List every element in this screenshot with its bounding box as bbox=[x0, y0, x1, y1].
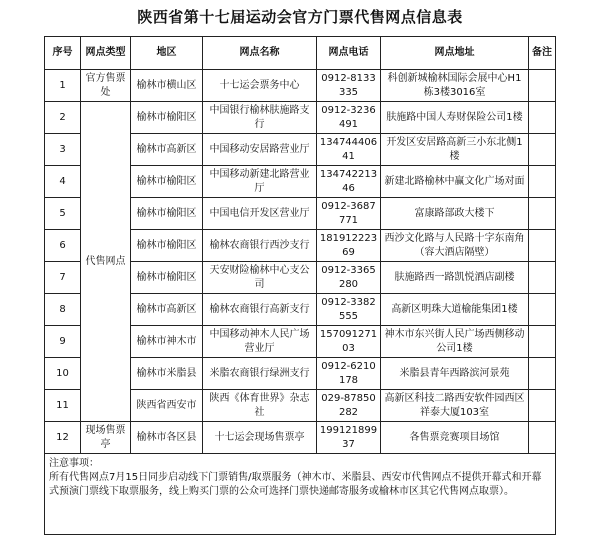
cell-name: 榆林农商银行西沙支行 bbox=[203, 230, 317, 262]
cell-remark bbox=[529, 70, 556, 102]
cell-type-official: 官方售票处 bbox=[81, 70, 131, 102]
cell-phone: 13474221346 bbox=[317, 166, 381, 198]
cell-seq: 11 bbox=[45, 390, 81, 422]
cell-phone: 0912-3365280 bbox=[317, 262, 381, 294]
cell-type-onsite: 现场售票亭 bbox=[81, 422, 131, 454]
cell-seq: 12 bbox=[45, 422, 81, 454]
header-remark: 备注 bbox=[529, 37, 556, 70]
cell-phone: 0912-3687771 bbox=[317, 198, 381, 230]
cell-address: 富康路部政大楼下 bbox=[381, 198, 529, 230]
cell-address: 肤施路西一路凯悦酒店副楼 bbox=[381, 262, 529, 294]
header-phone: 网点电话 bbox=[317, 37, 381, 70]
cell-area: 榆林市榆阳区 bbox=[131, 262, 203, 294]
notes-cell bbox=[45, 454, 556, 535]
table-row bbox=[45, 102, 556, 134]
page-title: 陕西省第十七届运动会官方门票代售网点信息表 bbox=[137, 8, 463, 26]
cell-address: 高新区科技二路西安软件园西区祥泰大厦103室 bbox=[381, 390, 529, 422]
cell-name: 中国移动安居路营业厅 bbox=[203, 134, 317, 166]
cell-area: 榆林市榆阳区 bbox=[131, 230, 203, 262]
cell-name: 天安财险榆林中心支公司 bbox=[203, 262, 317, 294]
header-seq: 序号 bbox=[45, 37, 81, 70]
cell-phone: 13474440641 bbox=[317, 134, 381, 166]
table-row bbox=[45, 70, 556, 102]
cell-address: 各售票竞赛项目场馆 bbox=[381, 422, 529, 454]
cell-address: 新建北路榆林中赢文化广场对面 bbox=[381, 166, 529, 198]
cell-name: 十七运会票务中心 bbox=[203, 70, 317, 102]
cell-address: 西沙文化路与人民路十字东南角（容大酒店隔壁） bbox=[381, 230, 529, 262]
cell-area: 榆林市各区县 bbox=[131, 422, 203, 454]
cell-remark bbox=[529, 326, 556, 358]
cell-seq: 9 bbox=[45, 326, 81, 358]
cell-name: 榆林农商银行高新支行 bbox=[203, 294, 317, 326]
table-row bbox=[45, 422, 556, 454]
cell-remark bbox=[529, 262, 556, 294]
header-area: 地区 bbox=[131, 37, 203, 70]
cell-address: 开发区安居路高新三小东北侧1楼 bbox=[381, 134, 529, 166]
cell-phone: 0912-3382555 bbox=[317, 294, 381, 326]
cell-name: 陕西《体育世界》杂志社 bbox=[203, 390, 317, 422]
cell-remark bbox=[529, 390, 556, 422]
cell-remark bbox=[529, 198, 556, 230]
cell-area: 榆林市榆阳区 bbox=[131, 102, 203, 134]
cell-name: 米脂农商银行绿洲支行 bbox=[203, 358, 317, 390]
cell-area: 榆林市榆阳区 bbox=[131, 166, 203, 198]
cell-name: 中国电信开发区营业厅 bbox=[203, 198, 317, 230]
cell-area: 陕西省西安市 bbox=[131, 390, 203, 422]
header-row bbox=[45, 37, 556, 70]
cell-address: 米脂县青年西路滨河景苑 bbox=[381, 358, 529, 390]
cell-seq: 5 bbox=[45, 198, 81, 230]
cell-seq: 2 bbox=[45, 102, 81, 134]
cell-seq: 7 bbox=[45, 262, 81, 294]
notes-text: 所有代售网点7月15日同步启动线下门票销售/取票服务（神木市、米脂县、西安市代售网点不提供开幕式和开幕式预演门票线下取票服务，线上购买门票的公众可选择门票快递邮寄服务或榆林市区其它代售网点取票）。 bbox=[49, 472, 542, 497]
cell-seq: 8 bbox=[45, 294, 81, 326]
cell-phone: 029-87850282 bbox=[317, 390, 381, 422]
cell-remark bbox=[529, 102, 556, 134]
cell-remark bbox=[529, 294, 556, 326]
cell-remark bbox=[529, 166, 556, 198]
cell-name: 十七运会现场售票亭 bbox=[203, 422, 317, 454]
cell-seq: 4 bbox=[45, 166, 81, 198]
cell-type-agent: 代售网点 bbox=[81, 102, 131, 422]
cell-remark bbox=[529, 422, 556, 454]
cell-area: 榆林市高新区 bbox=[131, 294, 203, 326]
cell-address: 肤施路中国人寿财保险公司1楼 bbox=[381, 102, 529, 134]
cell-phone: 19912189937 bbox=[317, 422, 381, 454]
notes-title: 注意事项： bbox=[49, 458, 99, 469]
header-type: 网点类型 bbox=[81, 37, 131, 70]
cell-phone: 0912-8133335 bbox=[317, 70, 381, 102]
cell-phone: 15709127103 bbox=[317, 326, 381, 358]
notes-row bbox=[45, 454, 556, 535]
cell-area: 榆林市榆阳区 bbox=[131, 198, 203, 230]
cell-seq: 3 bbox=[45, 134, 81, 166]
cell-phone: 0912-3236491 bbox=[317, 102, 381, 134]
cell-name: 中国银行榆林肤施路支行 bbox=[203, 102, 317, 134]
cell-area: 榆林市高新区 bbox=[131, 134, 203, 166]
cell-area: 榆林市神木市 bbox=[131, 326, 203, 358]
cell-address: 神木市东兴街人民广场西侧移动公司1楼 bbox=[381, 326, 529, 358]
cell-seq: 1 bbox=[45, 70, 81, 102]
cell-phone: 0912-6210178 bbox=[317, 358, 381, 390]
cell-remark bbox=[529, 358, 556, 390]
cell-address: 高新区明珠大道榆能集团1楼 bbox=[381, 294, 529, 326]
cell-area: 榆林市横山区 bbox=[131, 70, 203, 102]
cell-phone: 18191222369 bbox=[317, 230, 381, 262]
cell-remark bbox=[529, 230, 556, 262]
header-address: 网点地址 bbox=[381, 37, 529, 70]
cell-remark bbox=[529, 134, 556, 166]
cell-address: 科创新城榆林国际会展中心H1栋3楼3016室 bbox=[381, 70, 529, 102]
cell-name: 中国移动神木人民广场营业厅 bbox=[203, 326, 317, 358]
cell-seq: 10 bbox=[45, 358, 81, 390]
outlet-table bbox=[44, 36, 556, 535]
header-name: 网点名称 bbox=[203, 37, 317, 70]
cell-area: 榆林市米脂县 bbox=[131, 358, 203, 390]
cell-seq: 6 bbox=[45, 230, 81, 262]
cell-name: 中国移动新建北路营业厅 bbox=[203, 166, 317, 198]
